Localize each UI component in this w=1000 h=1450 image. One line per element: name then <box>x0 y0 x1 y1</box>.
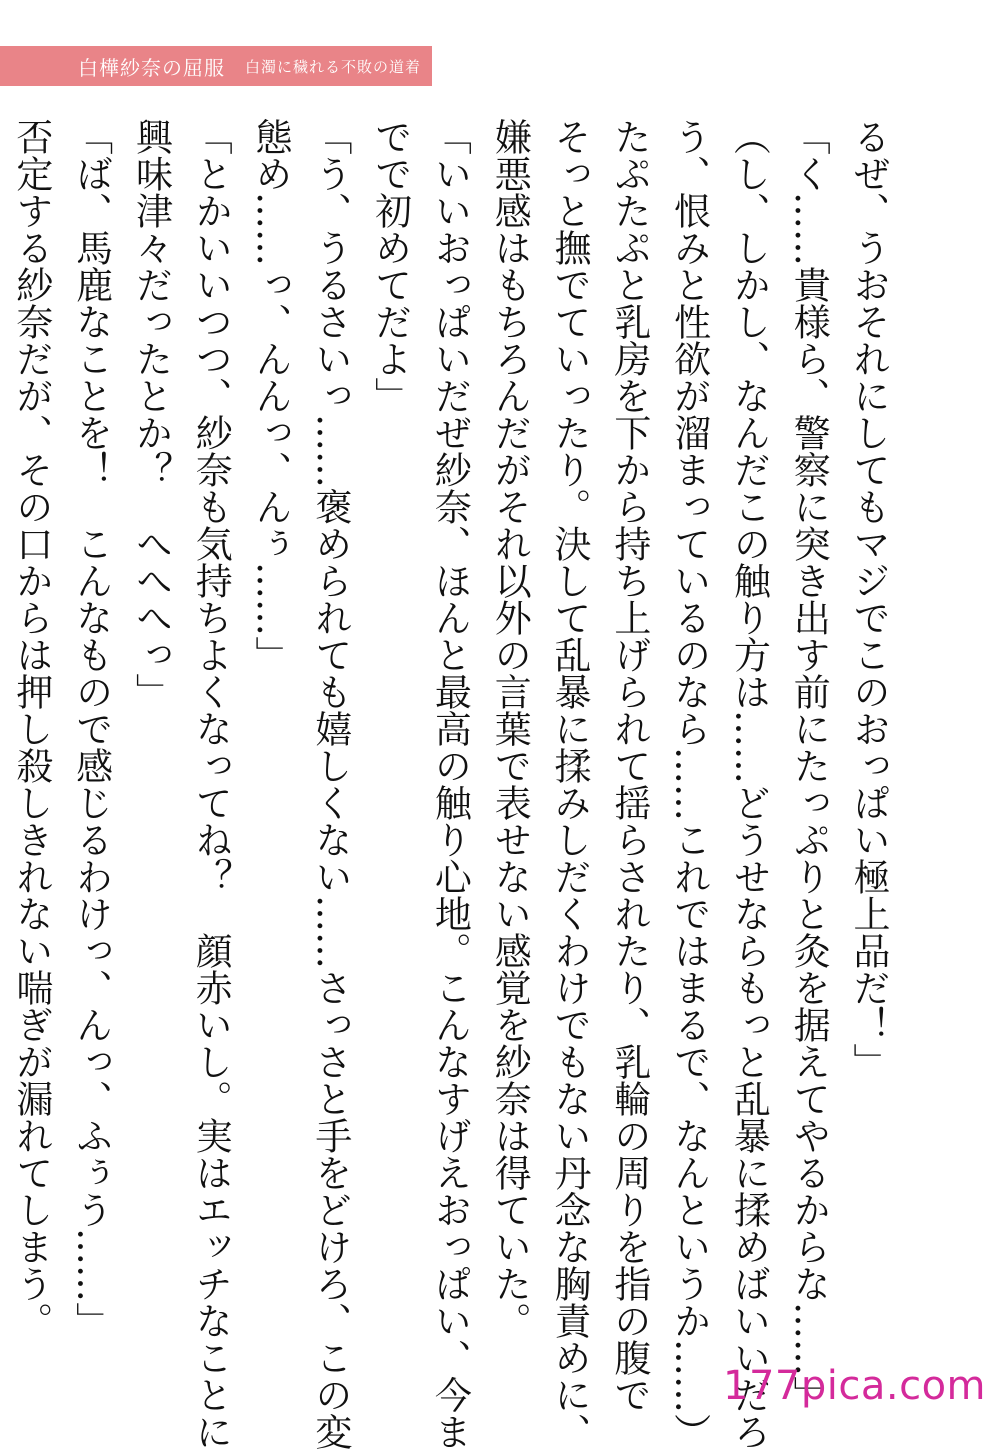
text-column: 態め……っ、んんっ、んぅ……」 <box>249 118 293 673</box>
chapter-subtitle: 白濁に穢れる不敗の道着 <box>245 57 422 76</box>
text-column: るぜ、うおそれにしてもマジでこのおっぱい極上品だ！」 <box>847 118 890 1080</box>
text-column: でで初めてだよ」 <box>368 118 412 414</box>
book-title: 白樺紗奈の屈服 <box>78 55 225 80</box>
text-column: 「く……貴様ら、警察に突き出す前にたっぷりと灸を据えてやるからな……」 <box>787 118 831 1413</box>
text-column: 「う、うるさいっ……褒められても嬉しくない……さっさと手をどけろ、この変 <box>308 118 352 1450</box>
text-column: 興味津々だったとか？ へへへっ」 <box>129 118 173 710</box>
text-column: 嫌悪感はもちろんだがそれ以外の言葉で表せない感覚を紗奈は得ていた。 <box>488 118 532 1339</box>
text-column: う、恨みと性欲が溜まっているのなら……これではまるで、なんというか……） <box>667 118 711 1450</box>
text-column: たぷたぷと乳房を下から持ち上げられて揺らされたり、乳輪の周りを指の腹で <box>607 118 651 1413</box>
text-column: （し、しかし、なんだこの触り方は……どうせならもっと乱暴に揉めばいいだろ <box>727 118 771 1450</box>
text-column: そっと撫でていったり。決して乱暴に揉みしだくわけでもない丹念な胸責めに、 <box>548 118 592 1450</box>
text-column: 「とかいいつつ、紗奈も気持ちよくなってね？ 顔赤いし。実はエッチなことに <box>189 118 233 1450</box>
text-column: 「ば、馬鹿なことを！ こんなもので感じるわけっ、んっ、ふぅう……」 <box>69 118 113 1339</box>
site-watermark: 177pica.com <box>723 1363 986 1409</box>
running-header <box>0 46 432 86</box>
text-column: 「いいおっぱいだぜ紗奈、ほんと最高の触り心地。こんなすげえおっぱい、今ま <box>428 118 472 1450</box>
text-column: 否定する紗奈だが、その口からは押し殺しきれない喘ぎが漏れてしまう。 <box>9 118 53 1339</box>
